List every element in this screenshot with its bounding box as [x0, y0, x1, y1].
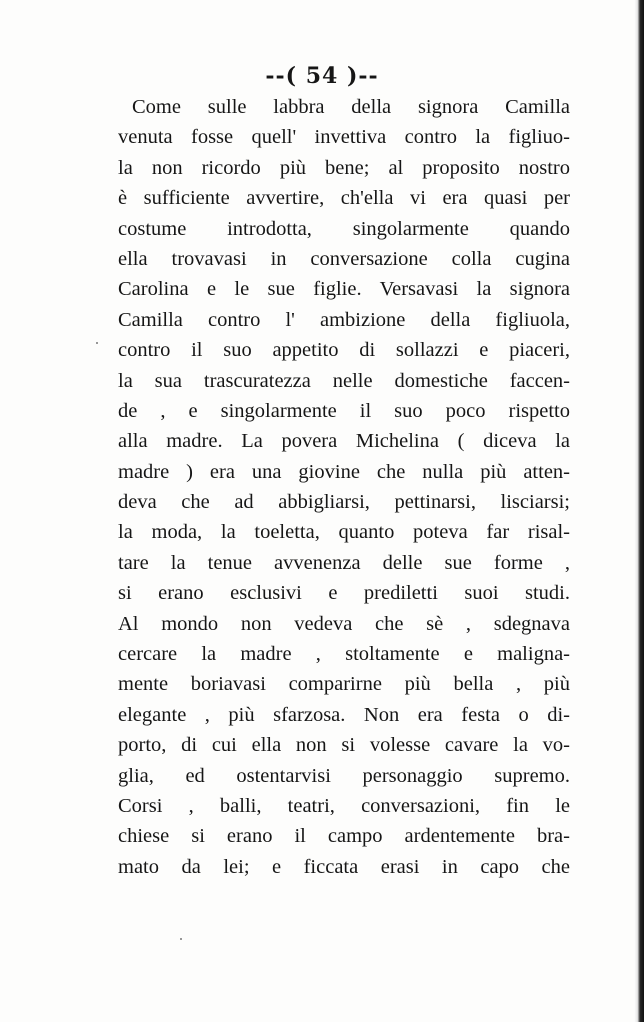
text-line: contro il suo appetito di sollazzi e piaceri,: [118, 339, 570, 362]
text-line: glia, ed ostentarvisi personaggio supremo.: [118, 764, 570, 787]
text-line: Corsi , balli, teatri, conversazioni, fin le: [118, 794, 570, 817]
text-line: Come sulle labbra della signora Camilla: [132, 96, 570, 118]
page-edge-shadow: [634, 0, 644, 1022]
text-line: madre ) era una giovine che nulla più atten-: [118, 460, 570, 483]
text-line: Carolina e le sue figlie. Versavasi la signora: [118, 278, 570, 301]
text-line: cercare la madre , stoltamente e maligna-: [118, 643, 570, 666]
body-text: [118, 92, 570, 882]
page-number: --( 54 )--: [265, 63, 379, 89]
paper-speck: [96, 342, 98, 344]
text-line: la sua trascuratezza nelle domestiche faccen-: [118, 369, 570, 392]
text-line: alla madre. La povera Michelina ( diceva la: [118, 430, 570, 453]
text-line: costume introdotta, singolarmente quando: [118, 217, 570, 240]
text-line: deva che ad abbigliarsi, pettinarsi, lisciarsi;: [118, 491, 570, 514]
text-line: elegante , più sfarzosa. Non era festa o di-: [118, 703, 570, 726]
paper-speck: [180, 938, 182, 940]
text-line: è sufficiente avvertire, ch'ella vi era quasi per: [118, 187, 570, 210]
text-line: de , e singolarmente il suo poco rispetto: [118, 399, 570, 422]
text-line: la moda, la toeletta, quanto poteva far risal-: [118, 521, 570, 544]
text-line: ella trovavasi in conversazione colla cugina: [118, 247, 570, 270]
text-line: porto, di cui ella non si volesse cavare la vo-: [118, 734, 570, 757]
text-line: Camilla contro l' ambizione della figliuola,: [118, 308, 570, 331]
text-line: tare la tenue avvenenza delle sue forme ,: [118, 551, 570, 574]
text-line: Al mondo non vedeva che sè , sdegnava: [118, 612, 570, 635]
text-line: mato da lei; e ficcata erasi in capo che: [118, 855, 570, 878]
text-line: si erano esclusivi e prediletti suoi studi.: [118, 582, 570, 605]
text-line: mente boriavasi comparirne più bella , più: [118, 673, 570, 696]
text-line: venuta fosse quell' invettiva contro la figliuo-: [118, 126, 570, 149]
text-line: chiese si erano il campo ardentemente bra-: [118, 825, 570, 848]
text-line: la non ricordo più bene; al proposito nostro: [118, 156, 570, 179]
